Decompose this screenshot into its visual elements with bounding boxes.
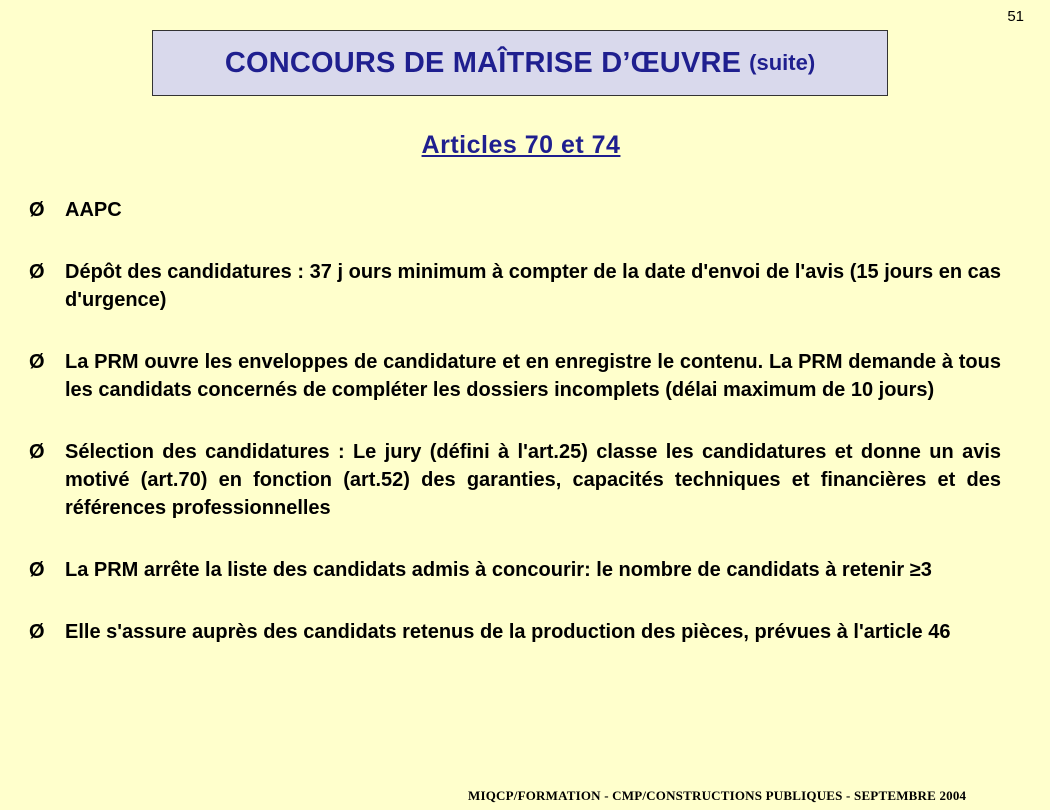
- bullet-text: Dépôt des candidatures : 37 j ours minimum à compter de la date d'envoi de l'avis (15 jours en cas d'urgence): [65, 261, 1001, 311]
- bullet-text: La PRM ouvre les enveloppes de candidature et en enregistre le contenu. La PRM demande à tous les candidats concernés de compléter les dossiers incomplets (délai maximum de 10 jours): [65, 351, 1001, 401]
- bullet-text: La PRM arrête la liste des candidats admis à concourir: le nombre de candidats à retenir ≥3: [65, 559, 932, 581]
- bullet-item: [29, 438, 1001, 522]
- arrowhead-bullet-icon: Ø: [29, 559, 45, 581]
- arrowhead-bullet-icon: Ø: [29, 441, 45, 463]
- page-title: CONCOURS DE MAÎTRISE D’ŒUVRE: [224, 46, 742, 79]
- arrowhead-bullet-icon: Ø: [29, 621, 45, 643]
- bullet-list: [29, 196, 1001, 680]
- bullet-text: Elle s'assure auprès des candidats retenus de la production des pièces, prévues à l'article 46: [65, 621, 951, 643]
- title-box: [152, 30, 888, 96]
- bullet-item: [29, 196, 1001, 224]
- bullet-text: AAPC: [65, 199, 122, 221]
- arrowhead-bullet-icon: Ø: [29, 351, 45, 373]
- page-title-suffix: (suite): [749, 50, 816, 75]
- arrowhead-bullet-icon: Ø: [29, 199, 45, 221]
- bullet-item: [29, 556, 1001, 584]
- footer: MIQCP/FORMATION - CMP/CONSTRUCTIONS PUBLIQUES - SEPTEMBRE 2004: [468, 788, 967, 803]
- section-subtitle: Articles 70 et 74: [421, 131, 621, 159]
- page-number: 51: [1007, 8, 1024, 25]
- bullet-text: Sélection des candidatures : Le jury (défini à l'art.25) classe les candidatures et donne un avis motivé (art.70) en fonction (art.52) des garanties, capacités techniques et financières et des références professionnelles: [65, 441, 1001, 519]
- bullet-item: [29, 258, 1001, 314]
- bullet-item: [29, 618, 1001, 646]
- arrowhead-bullet-icon: Ø: [29, 261, 45, 283]
- bullet-item: [29, 348, 1001, 404]
